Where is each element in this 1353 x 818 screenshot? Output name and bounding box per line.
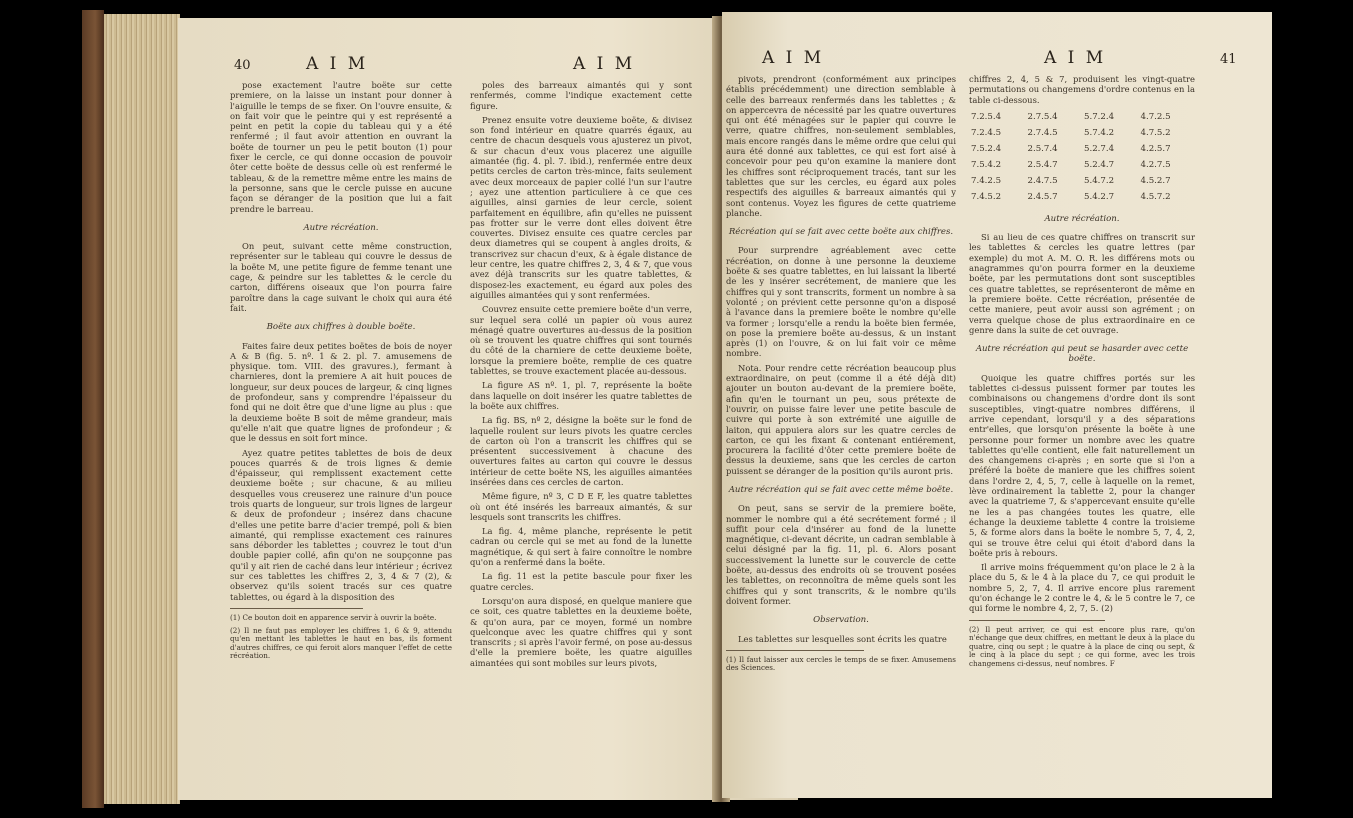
permutation-cell: 7.4.2.5 — [971, 175, 1002, 186]
permutation-cell: 2.7.4.5 — [1027, 127, 1058, 138]
permutation-cell: 2.5.7.4 — [1027, 143, 1058, 154]
footnote-rule — [726, 650, 864, 651]
page-number: 40 — [234, 58, 251, 73]
permutation-cell: 5.4.2.7 — [1084, 191, 1115, 202]
section-heading: Récréation qui se fait avec cette boëte aux chiffres. — [728, 227, 954, 238]
section-heading: Autre récréation qui se fait avec cette même boëte. — [728, 484, 954, 495]
open-book — [82, 10, 1272, 808]
paragraph: Faites faire deux petites boëtes de bois de noyer A & B (fig. 5. nº. 1 & 2. pl. 7. amusemens de physique. tom. VIII. des gravures.), fermant à charnieres, dont la premiere A ait huit pouces de longueur, sur deux pouces de largeur, & cinq lignes de profondeur, sans y comprendre l'épaisseur du fond qui ne doit être que d'une ligne au plus : que la deuxieme boëte B soit de même grandeur, mais qu'elle n'ait que quatre lignes de profondeur ; & que le dessus en soit fort mince. — [230, 340, 452, 444]
text-column-right — [470, 80, 692, 672]
paragraph: Nota. Pour rendre cette récréation beaucoup plus extraordinaire, on peut (comme il a été déjà dit) ajouter un bouton au-devant de la premiere boëte, afin qu'en le tournant un peu, sous prétexte de l'ouvrir, on puisse faire lever une petite bascule de cuivre qui porte à son extrémité une aiguille de laiton, qui appuiera alors sur les quatre cercles de carton, ce qui les fixant & contenant entiérement, procurera la facilité d'ôter cette premiere boëte de dessus la deuxieme, sans que les cercles de carton puissent se déranger de la position qu'ils auront pris. — [726, 362, 956, 476]
footnote: (2) Il peut arriver, ce qui est encore plus rare, qu'on n'échange que deux chiffres, en mettant le deux à la place du quatre, cinq ou sept ; le quatre à la place de cinq ou sept, & le cinq à la place du sept ; ce qui forme, avec les trois changemens ci-dessus, neuf nombres. F — [969, 624, 1195, 668]
permutation-cell: 2.4.7.5 — [1027, 175, 1058, 186]
paragraph: Les tablettes sur lesquelles sont écrits les quatre — [738, 633, 947, 644]
running-head: A I M — [1044, 48, 1107, 68]
permutation-cell: 4.5.2.7 — [1140, 175, 1171, 186]
permutation-cell: 2.4.5.7 — [1027, 191, 1058, 202]
paragraph: Lorsqu'on aura disposé, en quelque maniere que ce soit, ces quatre tablettes en la deuxieme boëte, & qu'on aura, par ce moyen, formé un nombre quelconque avec les quatre chiffres qui y sont transcrits ; si après l'avoir fermé, on pose au-dessus d'elle la premiere boëte, les quatre aiguilles aimantées qui sont mobiles sur leurs pivots, — [470, 595, 692, 668]
permutation-cell: 7.2.5.4 — [971, 111, 1002, 122]
table-row — [969, 109, 1195, 125]
permutation-table — [969, 109, 1195, 205]
running-head: A I M — [762, 48, 825, 68]
paragraph: Quoique les quatre chiffres portés sur les tablettes ci-dessus puissent former par toutes les combinaisons ou changemens d'ordre dont ils sont susceptibles, vingt-quatre nombres différens, il arrive cependant, lorsqu'il y a des séparations entr'elles, que lorsqu'on présente la boëte à une personne pour former un nombre avec les quatre tablettes qu'elle contient, elle fait naturellement un des changemens ci-après ; en sorte que si l'on a préféré la boëte de maniere que les chiffres soient dans l'ordre 2, 4, 5, 7, celle à laquelle on la remet, lève ordinairement la tablette 2, pour la changer avec la quatrieme 7, & s'appercevant ensuite qu'elle ne les a pas changées toutes les quatre, elle échange la deuxieme tablette 4 contre la troisieme 5, & forme alors dans la boëte le nombre 5, 7, 4, 2, qui se trouve être celui qui étoit d'abord dans la boëte pris à rebours. — [969, 372, 1195, 558]
table-row — [969, 173, 1195, 189]
footnote-rule — [969, 620, 1105, 621]
permutation-cell: 4.5.7.2 — [1140, 191, 1171, 202]
text-column-left — [726, 74, 956, 677]
text-column-continued — [969, 214, 1195, 669]
table-intro: chiffres 2, 4, 5 & 7, produisent les vingt-quatre permutations ou changemens d'ordre contenus en la table ci-dessous. — [969, 74, 1195, 105]
footnote-rule — [230, 608, 363, 609]
table-row — [969, 141, 1195, 157]
footnote: (1) Ce bouton doit en apparence servir à ouvrir la boëte. — [230, 612, 437, 622]
footnote: (2) Il ne faut pas employer les chiffres 1, 6 & 9, attendu qu'en mettant les tablettes le haut en bas, ils forment d'autres chiffres, ce qui feroit alors manquer l'effet de cette récréation. — [230, 625, 452, 661]
paragraph: La figure AS nº. 1, pl. 7, représente la boëte dans laquelle on doit insérer les quatre tablettes de la boëte aux chiffres. — [470, 380, 692, 411]
page-number: 41 — [1220, 52, 1237, 67]
section-heading: Observation. — [813, 615, 869, 626]
paragraph: La fig. BS, nº 2, désigne la boëte sur le fond de laquelle roulent sur leurs pivots les quatre cercles de carton où l'on a transcrit les chiffres qui se présentent successivement à chacune des ouvertures faites au carton qui couvre le dessus intérieur de cette boëte NS, les aiguilles aimantées insérées dans ces cercles de carton. — [470, 415, 692, 487]
paragraph: pivots, prendront (conformément aux principes établis précédemment) une direction semblable à celle des barreaux renfermés dans les tablettes ; & on appercevra de nécessité par les quatre ouvertures qui ont été ménagées sur le papier qui couvre le verre, quatre chiffres, non-seulement semblables, mais encore rangés dans le même ordre que celui qui aura été donné aux tablettes, ce qui est fort aisé à concevoir pour peu qu'on examine la maniere dont les chiffres sont réciproquement tracés, tant sur les tablettes que sur les cercles, eu égard aux poles respectifs des aiguilles & barreaux aimantés qui y sont contenus. Voyez les figures de cette quatrieme planche. — [726, 74, 956, 218]
page-stack-edge — [104, 14, 180, 804]
table-row — [969, 157, 1195, 173]
running-head: A I M — [573, 54, 636, 74]
text-column-left — [230, 80, 452, 665]
permutation-cell: 5.2.4.7 — [1084, 159, 1115, 170]
paragraph: pose exactement l'autre boëte sur cette premiere, on la laisse un instant pour donner à l'aiguille le temps de se fixer. On l'ouvre ensuite, & on fait voir que le peintre qui y est représenté a peint en petit la copie du tableau qui y a été renfermé ; il faut avoir attention en ouvrant la boëte de tourner un peu le petit bouton (1) pour fixer le cercle, ce qui donne occasion de pouvoir ôter cette boëte de dessus celle où est renfermé le tableau, & de la remettre même entre les mains de la personne, sans que le cercle puisse en aucune façon se déranger de la position que lui a fait prendre le barreau. — [230, 80, 452, 214]
table-row — [969, 189, 1195, 205]
paragraph: Ayez quatre petites tablettes de bois de deux pouces quarrés & de trois lignes & demie d'épaisseur, qui remplissent exactement cette deuxieme boëte ; sur chacune, & au milieu desquelles vous creuserez une rainure d'un pouce trois quarts de longueur, sur trois lignes de largeur & deux de profondeur ; insérez dans chacune d'elles une petite barre d'acier trempé, poli & bien aimanté, qui remplisse exactement ces rainures sans déborder les tablettes ; couvrez le tout d'un double papier collé, afin qu'on ne soupçonne pas qu'il y ait rien de caché dans leur intérieur ; écrivez sur ces tablettes les chiffres 2, 3, 4 & 7 (2), & observez qu'ils soient tracés sur ces quatre tablettes, ou égard à la disposition des — [230, 447, 452, 602]
paragraph: Il arrive moins fréquemment qu'on place le 2 à la place du 5, & le 4 à la place du 7, ce qui produit le nombre 5, 2, 7, 4. Il arrive encore plus rarement qu'on échange le 2 contre le 4, & le 5 contre le 7, ce qui forme le nombre 4, 2, 7, 5. (2) — [969, 562, 1195, 614]
permutation-cell: 7.4.5.2 — [971, 191, 1002, 202]
permutation-cell: 5.4.7.2 — [1084, 175, 1115, 186]
right-page[interactable] — [722, 12, 1272, 798]
permutation-cell: 4.2.7.5 — [1140, 159, 1171, 170]
permutation-cell: 5.7.2.4 — [1084, 111, 1115, 122]
permutation-cell: 4.7.2.5 — [1140, 111, 1171, 122]
paragraph: La fig. 4, même planche, représente le petit cadran ou cercle qui se met au fond de la lunette magnétique, & qui sert à faire connoître le nombre qu'on a renfermé dans la boëte. — [470, 526, 692, 568]
paragraph: Si au lieu de ces quatre chiffres on transcrit sur les tablettes & cercles les quatre lettres (par exemple) du mot A. M. O. R. les différens mots ou anagrammes qu'on pourra former en la deuxieme boëte, par les permutations dont sont susceptibles ces quatre tablettes, se représenteront de même en la premiere boëte. Cette récréation, présentée de cette maniere, peut avoir aussi son agrément ; on verra quelque chose de plus extraordinaire en ce genre dans la suite de cet ouvrage. — [969, 232, 1195, 335]
text-column-right — [969, 74, 1195, 673]
running-head: A I M — [306, 54, 369, 74]
left-page[interactable] — [178, 18, 798, 800]
permutation-cell: 7.2.4.5 — [971, 127, 1002, 138]
permutation-cell: 2.7.5.4 — [1027, 111, 1058, 122]
permutation-cell: 5.2.7.4 — [1084, 143, 1115, 154]
paragraph: On peut, sans se servir de la premiere boëte, nommer le nombre qui a été secrétement formé ; il suffit pour cela d'insérer au fond de la lunette magnétique, ci-devant décrite, un cadran semblable à celui désigné par la fig. 11, pl. 6. Alors posant successivement la lunette sur le couvercle de cette boëte, au-dessus des endroits où se trouvent posées les tablettes, on reconnoîtra de même quels sont les chiffres qui y sont transcrits, & le nombre qu'ils doivent former. — [726, 503, 956, 606]
paragraph: On peut, suivant cette même construction, représenter sur le tableau qui couvre le dessus de la boëte M, une petite figure de femme tenant une cage, & peindre sur les tablettes & le cercle du carton, différens oiseaux que l'on pourra faire paroître dans la cage suivant le choix qui aura été fait. — [230, 241, 452, 313]
paragraph: Même figure, nº 3, C D E F, les quatre tablettes où ont été insérés les barreaux aimantés, & sur lesquels sont transcrits les chiffres. — [470, 491, 692, 522]
paragraph: poles des barreaux aimantés qui y sont renfermés, comme l'indique exactement cette figure. — [470, 80, 692, 111]
permutation-cell: 4.7.5.2 — [1140, 127, 1171, 138]
footnote: (1) Il faut laisser aux cercles le temps de se fixer. Amusemens des Sciences. — [726, 654, 956, 673]
permutation-cell: 4.2.5.7 — [1140, 143, 1171, 154]
paragraph: La fig. 11 est la petite bascule pour fixer les quatre cercles. — [470, 571, 692, 592]
book-cover-edge — [82, 10, 104, 808]
section-heading: Boëte aux chiffres à double boëte. — [266, 322, 416, 333]
permutation-cell: 2.5.4.7 — [1027, 159, 1058, 170]
paragraph: Prenez ensuite votre deuxieme boëte, & divisez son fond intérieur en quatre quarrés égaux, au centre de chacun desquels vous ajusterez un pivot, & sur chacun d'eux vous placerez une aiguille aimantée (fig. 4. pl. 7. ibid.), renfermée entre deux petits cercles de carton très-mince, faits seulement avec deux morceaux de papier collé l'un sur l'autre ; ayez une attention particuliere à ce que ces aiguilles, ainsi garnies de leur cercle, soient parfaitement en équilibre, afin qu'elles ne puissent pas frotter sur le verre dont elles doivent être couvertes. Divisez ensuite ces quatre cercles par deux diametres qui se coupent à angles droits, & transcrivez sur chacun d'eux, & à égale distance de leur centre, les quatre chiffres 2, 3, 4 & 7, que vous avez déjà transcrits sur les quatre tablettes, & disposez-les exactement, eu égard aux poles des aiguilles aimantées qui y sont renfermées. — [470, 114, 692, 300]
permutation-cell: 5.7.4.2 — [1084, 127, 1115, 138]
section-heading: Autre récréation. — [1044, 213, 1120, 224]
paragraph: Pour surprendre agréablement avec cette récréation, on donne à une personne la deuxieme boëte & ses quatre tablettes, en lui laissant la liberté de les y insérer secrétement, de maniere que les chiffres qui y sont transcrits, forment un nombre à sa volonté ; on prévient cette personne qu'on a disposé à l'avance dans la premiere boëte le nombre qu'elle va former ; lorsqu'elle a rendu la boëte bien fermée, on pose la premiere boëte au-dessus, & un instant après (1) on l'ouvre, & on lui fait voir ce même nombre. — [726, 245, 956, 359]
table-row — [969, 125, 1195, 141]
permutation-cell: 7.5.4.2 — [971, 159, 1002, 170]
paragraph: Couvrez ensuite cette premiere boëte d'un verre, sur lequel sera collé un papier où vous aurez ménagé quatre ouvertures au-dessus de la position où se trouvent les quatre chiffres qui sont tournés du côté de la charniere de cette deuxieme boëte, lorsque la premiere boëte, remplie de ces quatre tablettes, se trouve exactement placée au-dessous. — [470, 304, 692, 377]
permutation-cell: 7.5.2.4 — [971, 143, 1002, 154]
section-heading: Autre récréation qui peut se hasarder avec cette boëte. — [975, 344, 1189, 365]
section-heading: Autre récréation. — [303, 222, 379, 233]
